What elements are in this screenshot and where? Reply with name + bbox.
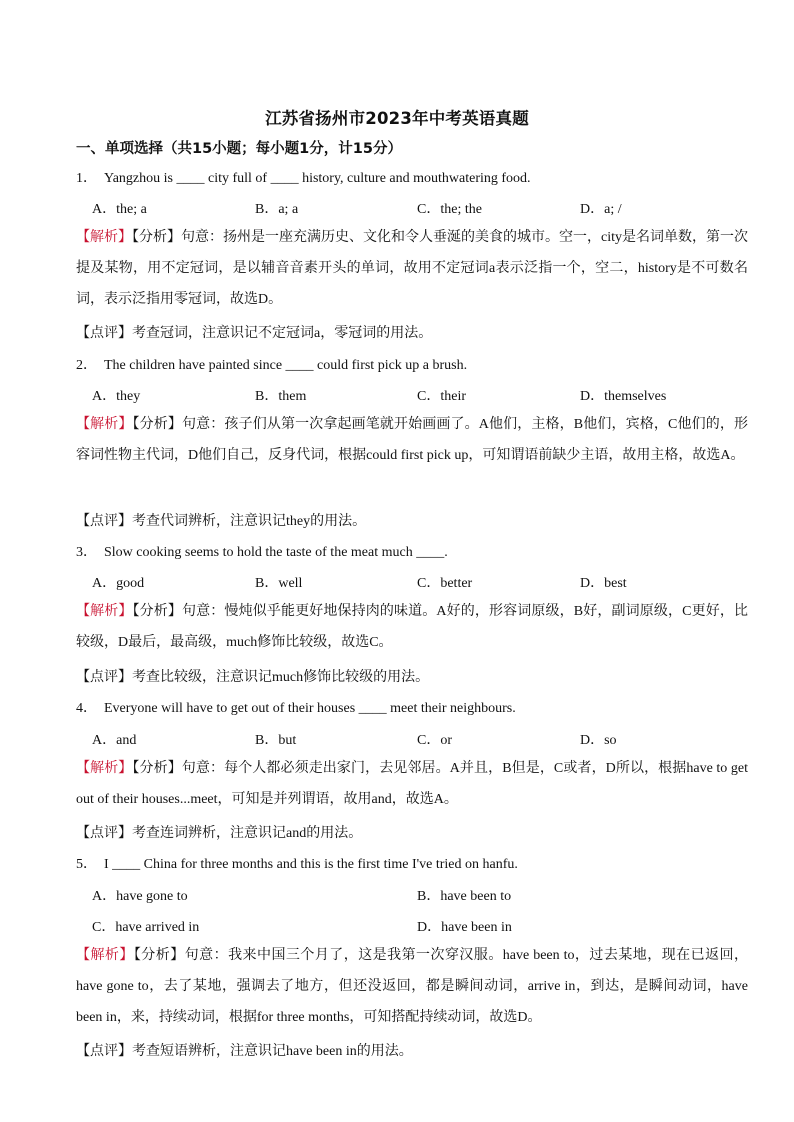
- option-d: D．a; /: [580, 202, 622, 217]
- option-c: C．have arrived in: [92, 920, 200, 935]
- question-text: I ____ China for three months and this is the first time I've tried on hanfu.: [104, 857, 518, 872]
- option-c: C．the; the: [417, 202, 482, 217]
- analysis-tag: 【解析】: [76, 761, 133, 776]
- option-d: D．themselves: [580, 389, 667, 404]
- analysis-tag: 【解析】: [76, 230, 132, 245]
- option-a: A．good: [92, 576, 145, 591]
- analysis-paragraph: [76, 940, 748, 1033]
- question-number: 2．: [76, 358, 97, 373]
- analysis-paragraph: [76, 222, 748, 315]
- analysis-tag: 【解析】: [76, 604, 133, 619]
- analysis-text: 【分析】句意：每个人都必须走出家门，去见邻居。A并且，B但是，C或者，D所以，根据have to get out of their houses...meet，可知是并列谓语，故用and，故选A。: [76, 761, 748, 807]
- section-heading: 一、单项选择（共15小题；每小题1分，计15分）: [76, 141, 402, 157]
- question-stem: [76, 697, 756, 717]
- analysis-tag: 【解析】: [76, 417, 133, 432]
- option-a: A．have gone to: [92, 889, 188, 904]
- option-a: A．and: [92, 733, 137, 748]
- question-stem: [76, 853, 756, 873]
- question-stem: [76, 354, 756, 374]
- comment-line: 【点评】考查冠词，注意识记不定冠词a，零冠词的用法。: [76, 326, 433, 341]
- comment-line: 【点评】考查比较级，注意识记much修饰比较级的用法。: [76, 670, 430, 685]
- question-stem: [76, 167, 756, 187]
- option-a: A．the; a: [92, 202, 147, 217]
- option-b: B．them: [255, 389, 307, 404]
- comment-line: 【点评】考查短语辨析，注意识记have been in的用法。: [76, 1044, 413, 1059]
- option-c: C．or: [417, 733, 452, 748]
- option-d: D．have been in: [417, 920, 512, 935]
- option-c: C．better: [417, 576, 473, 591]
- question-stem: [76, 541, 756, 561]
- option-d: D．best: [580, 576, 627, 591]
- analysis-text: 【分析】句意：我来中国三个月了，这是我第一次穿汉服。have been to，过去某地，现在已返回，have gone to，去了某地，强调去了地方，但还没返回，都是瞬间动词，arrive in，到达，是瞬间动词，have been in，来，持续动词，根据for three months，可知搭配持续动词，故选D。: [76, 948, 748, 1025]
- analysis-text: 【分析】句意：孩子们从第一次拿起画笔就开始画画了。A他们，主格，B他们，宾格，C他们的，形容词性物主代词，D他们自己，反身代词，根据could first pick up，可知谓语前缺少主语，故用主格，故选A。: [76, 417, 749, 463]
- question-text: The children have painted since ____ could first pick up a brush.: [104, 358, 468, 373]
- option-b: B．have been to: [417, 889, 512, 904]
- option-b: B．well: [255, 576, 303, 591]
- option-b: B．a; a: [255, 202, 299, 217]
- analysis-paragraph: [76, 409, 748, 471]
- analysis-paragraph: [76, 753, 748, 815]
- question-text: Everyone will have to get out of their houses ____ meet their neighbours.: [104, 701, 516, 716]
- analysis-paragraph: [76, 596, 748, 658]
- option-b: B．but: [255, 733, 297, 748]
- question-number: 1．: [76, 171, 97, 186]
- comment-line: 【点评】考查连词辨析，注意识记and的用法。: [76, 826, 363, 841]
- document-title: 江苏省扬州市2023年中考英语真题: [265, 109, 529, 128]
- analysis-text: 【分析】句意：慢炖似乎能更好地保持肉的味道。A好的，形容词原级，B好，副词原级，C更好，比较级，D最后，最高级，much修饰比较级，故选C。: [76, 604, 749, 650]
- option-d: D．so: [580, 733, 617, 748]
- question-number: 3．: [76, 545, 97, 560]
- analysis-text: 【分析】句意：扬州是一座充满历史、文化和令人垂涎的美食的城市。空一，city是名词单数，第一次提及某物，用不定冠词，是以辅音音素开头的单词，故用不定冠词a表示泛指一个，空二，history是不可数名词，表示泛指用零冠词，故选D。: [76, 230, 748, 307]
- question-number: 5．: [76, 857, 97, 872]
- option-c: C．their: [417, 389, 466, 404]
- comment-line: 【点评】考查代词辨析，注意识记they的用法。: [76, 514, 367, 529]
- question-text: Slow cooking seems to hold the taste of the meat much ____.: [104, 545, 448, 560]
- analysis-tag: 【解析】: [76, 948, 134, 963]
- question-number: 4．: [76, 701, 97, 716]
- question-text: Yangzhou is ____ city full of ____ history, culture and mouthwatering food.: [104, 171, 531, 186]
- option-a: A．they: [92, 389, 141, 404]
